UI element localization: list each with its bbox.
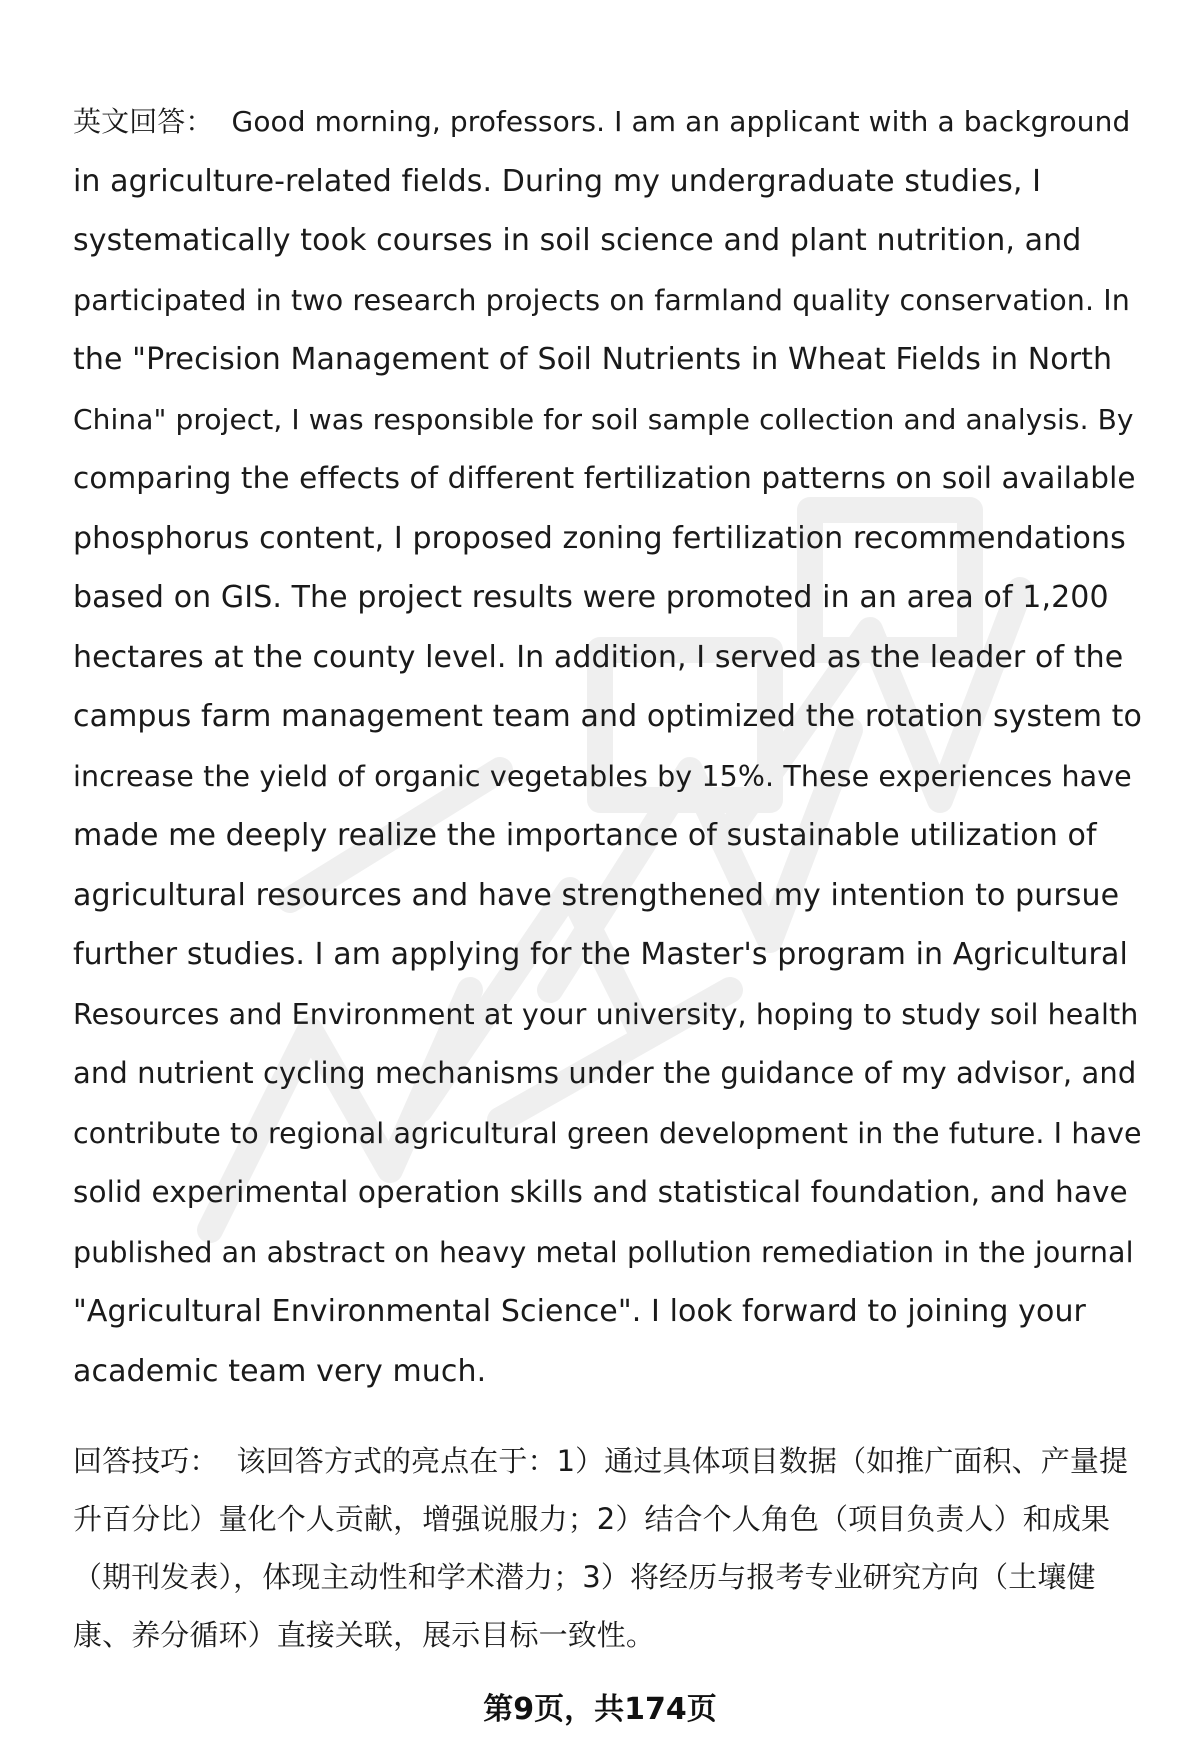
answer-line: hectares at the county level. In addition, I served as the leader of the: [73, 639, 1124, 675]
answer-tips: [73, 1432, 1143, 1664]
answer-line: made me deeply realize the importance of sustainable utilization of: [73, 818, 1097, 853]
tips-label: 回答技巧：: [73, 1444, 219, 1478]
answer-line: China" project, I was responsible for soil sample collection and analysis. By: [73, 402, 1134, 436]
english-answer: [73, 92, 1143, 1401]
answer-line: systematically took courses in soil science and plant nutrition, and: [73, 223, 1082, 258]
answer-label: 英文回答：: [73, 105, 214, 138]
tips-line: 回答技巧： 该回答方式的亮点在于：1）通过具体项目数据（如推广面积、产量提: [73, 1444, 1129, 1478]
answer-line: and nutrient cycling mechanisms under the guidance of my advisor, and: [73, 1056, 1137, 1090]
tips-line: 升百分比）量化个人贡献，增强说服力；2）结合个人角色（项目负责人）和成果: [73, 1502, 1111, 1536]
answer-line: the "Precision Management of Soil Nutrients in Wheat Fields in North: [73, 342, 1113, 377]
answer-line: "Agricultural Environmental Science". I look forward to joining your: [73, 1294, 1086, 1329]
answer-line: participated in two research projects on farmland quality conservation. In: [73, 283, 1130, 317]
tips-line: （期刊发表），体现主动性和学术潜力；3）将经历与报考专业研究方向（土壤健: [73, 1560, 1096, 1594]
answer-line: in agriculture-related fields. During my undergraduate studies, I: [73, 163, 1042, 199]
answer-line: phosphorus content, I proposed zoning fertilization recommendations: [73, 520, 1126, 556]
answer-line: 英文回答： Good morning, professors. I am an applicant with a background: [73, 105, 1131, 138]
answer-line: Resources and Environment at your university, hoping to study soil health: [73, 997, 1139, 1031]
page-indicator: 第9页，共174页: [483, 1692, 717, 1727]
answer-line: increase the yield of organic vegetables by 15%. These experiences have: [73, 759, 1132, 793]
answer-line: campus farm management team and optimized the rotation system to: [73, 699, 1142, 734]
tips-line: 康、养分循环）直接关联，展示目标一致性。: [73, 1618, 656, 1652]
answer-line: academic team very much.: [73, 1353, 487, 1389]
answer-line: comparing the effects of different fertilization patterns on soil available: [73, 461, 1136, 495]
answer-line: further studies. I am applying for the Master's program in Agricultural: [73, 937, 1128, 972]
answer-line: agricultural resources and have strengthened my intention to pursue: [73, 877, 1120, 913]
answer-line: published an abstract on heavy metal pollution remediation in the journal: [73, 1235, 1134, 1269]
answer-line: contribute to regional agricultural green development in the future. I have: [73, 1116, 1142, 1150]
answer-line: based on GIS. The project results were promoted in an area of 1,200: [73, 580, 1109, 615]
answer-line: solid experimental operation skills and statistical foundation, and have: [73, 1175, 1128, 1209]
